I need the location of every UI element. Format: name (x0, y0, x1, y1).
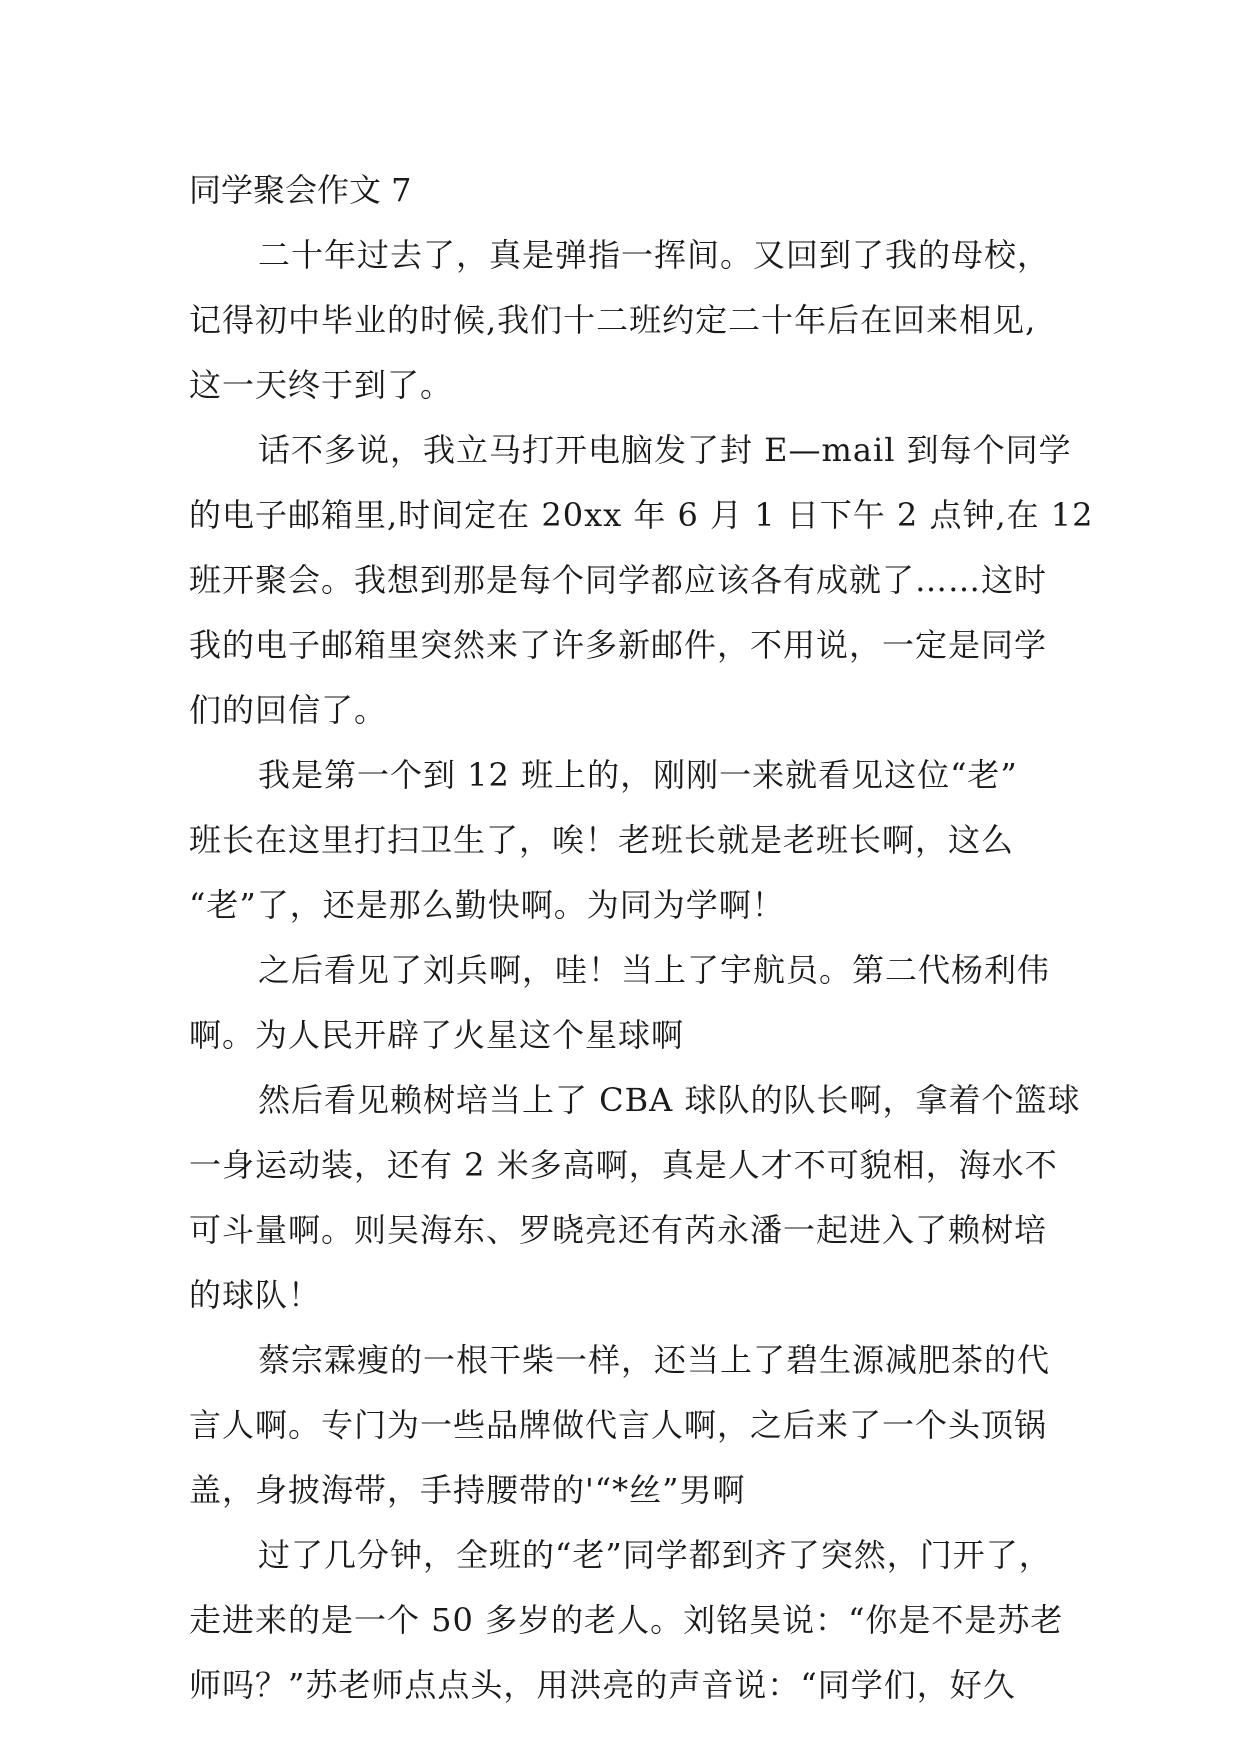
paragraph-line: 二十年过去了，真是弹指一挥间。又回到了我的母校， (258, 236, 1051, 274)
paragraph-line: 蔡宗霖瘦的一根干柴一样，还当上了碧生源减肥茶的代 (258, 1341, 1051, 1379)
paragraph-line: 这一天终于到了。 (189, 366, 454, 404)
paragraph-line: 的球队！ (189, 1276, 322, 1314)
paragraph-line: 记得初中毕业的时候,我们十二班约定二十年后在回来相见, (189, 301, 1037, 339)
paragraph-line: 可斗量啊。则吴海东、罗晓亮还有芮永潘一起进入了赖树培 (189, 1211, 1048, 1249)
paragraph-line: 一身运动装，还有 2 米多高啊，真是人才不可貌相，海水不 (189, 1146, 1058, 1184)
paragraph-line: 我是第一个到 12 班上的，刚刚一来就看见这位“老” (258, 756, 1018, 794)
paragraph-line: 的电子邮箱里,时间定在 20xx 年 6 月 1 日下午 2 点钟,在 12 (189, 496, 1094, 534)
paragraph-line: 们的回信了。 (189, 691, 388, 729)
paragraph-line: 之后看见了刘兵啊，哇！当上了宇航员。第二代杨利伟 (258, 951, 1051, 989)
paragraph-line: 我的电子邮箱里突然来了许多新邮件，不用说，一定是同学 (189, 626, 1048, 664)
paragraph-line: 啊。为人民开辟了火星这个星球啊 (189, 1016, 685, 1054)
paragraph-1 (189, 223, 1089, 418)
paragraph-line: 班长在这里打扫卫生了，唉！老班长就是老班长啊，这么 (189, 821, 1015, 859)
document-page (189, 158, 1094, 1718)
document-title: 同学聚会作文 7 (189, 171, 412, 209)
paragraph-line: 过了几分钟，全班的“老”同学都到齐了突然，门开了， (258, 1536, 1052, 1574)
paragraph-3 (189, 743, 1089, 938)
paragraph-line: 话不多说，我立马打开电脑发了封 E—mail 到每个同学 (258, 431, 1072, 469)
paragraph-line: 盖，身披海带，手持腰带的'“*丝”男啊 (189, 1471, 746, 1509)
paragraph-6 (189, 1328, 1089, 1523)
paragraph-line: 班开聚会。我想到那是每个同学都应该各有成就了……这时 (189, 561, 1048, 599)
paragraph-5 (189, 1068, 1089, 1328)
paragraph-line: 言人啊。专门为一些品牌做代言人啊，之后来了一个头顶锅 (189, 1406, 1048, 1444)
paragraph-line: “老”了，还是那么勤快啊。为同为学啊！ (189, 886, 785, 924)
paragraph-line: 师吗？”苏老师点点头，用洪亮的声音说：“同学们，好久 (189, 1666, 1016, 1704)
paragraph-line: 走进来的是一个 50 多岁的老人。刘铭昊说：“你是不是苏老 (189, 1601, 1064, 1639)
paragraph-7 (189, 1523, 1089, 1718)
paragraph-line: 然后看见赖树培当上了 CBA 球队的队长啊，拿着个篮球 (258, 1081, 1081, 1119)
paragraph-4 (189, 938, 1089, 1068)
paragraph-2 (189, 418, 1094, 743)
